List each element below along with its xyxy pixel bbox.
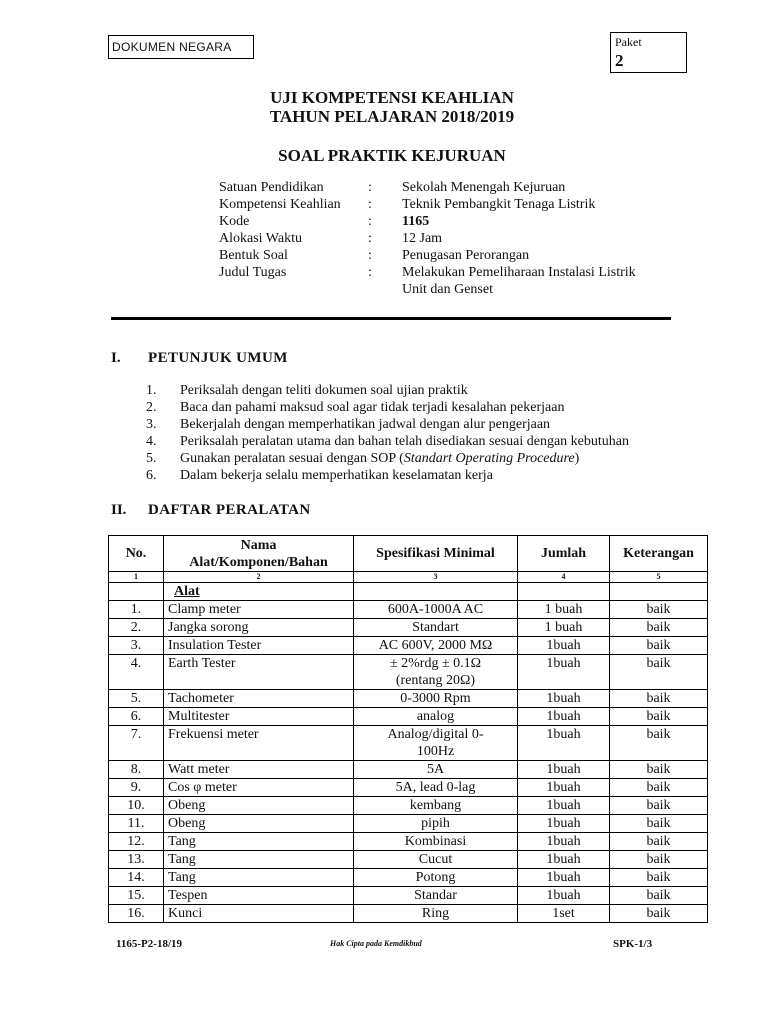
info-colon: : [368, 248, 372, 263]
cell-spesifikasi-line1: Ring [421, 906, 450, 921]
cell-spesifikasi [354, 726, 518, 761]
info-key: Bentuk Soal [219, 248, 288, 263]
section-number: II. [111, 502, 127, 518]
cell-spesifikasi [354, 833, 518, 851]
table-row [109, 601, 708, 619]
table-row [109, 779, 708, 797]
cell-no: 11. [109, 815, 164, 833]
header-nama-line2: Alat/Komponen/Bahan [189, 554, 328, 570]
table-row [109, 637, 708, 655]
title-line-3: SOAL PRAKTIK KEJURUAN [278, 146, 506, 165]
cell-jumlah: 1buah [518, 869, 610, 887]
column-index: 3 [354, 572, 518, 583]
footer-code: 1165-P2-18/19 [116, 938, 182, 950]
cell-no: 5. [109, 690, 164, 708]
info-value: Melakukan Pemeliharaan Instalasi Listrik [402, 265, 636, 280]
info-colon: : [368, 214, 372, 229]
table-row [109, 708, 708, 726]
section-title: DAFTAR PERALATAN [148, 502, 311, 518]
cell-nama: Multitester [164, 708, 354, 726]
cell-nama: Jangka sorong [164, 619, 354, 637]
list-item-text-main: Baca dan pahami maksud soal agar tidak terjadi kesalahan pekerjaan [180, 400, 565, 415]
cell-spesifikasi-line1: 600A-1000A AC [387, 602, 484, 617]
table-row [109, 761, 708, 779]
cell-nama: Tachometer [164, 690, 354, 708]
cell-spesifikasi [354, 601, 518, 619]
cell-nama: Watt meter [164, 761, 354, 779]
cell-keterangan: baik [610, 851, 708, 869]
document-classification-label: DOKUMEN NEGARA [108, 35, 254, 59]
cell-no: 9. [109, 779, 164, 797]
table-row [109, 833, 708, 851]
equipment-table [108, 535, 708, 923]
cell-spesifikasi-line1: Kombinasi [404, 834, 467, 849]
info-value: 1165 [402, 214, 430, 229]
cell-jumlah: 1buah [518, 851, 610, 869]
paket-box [610, 32, 687, 73]
cell-keterangan: baik [610, 601, 708, 619]
cell-jumlah: 1buah [518, 761, 610, 779]
table-row [109, 619, 708, 637]
header-spesifikasi: Spesifikasi Minimal [354, 536, 518, 572]
list-item-number: 3. [146, 417, 157, 432]
cell-nama: Tang [164, 833, 354, 851]
cell-jumlah: 1buah [518, 655, 610, 690]
cell-no: 3. [109, 637, 164, 655]
column-index: 2 [164, 572, 354, 583]
table-header-row [109, 536, 708, 572]
cell-spesifikasi-line1: pipih [421, 816, 450, 831]
cell-jumlah: 1buah [518, 815, 610, 833]
cell-jumlah: 1buah [518, 887, 610, 905]
list-item-number: 4. [146, 434, 157, 449]
group-label: Alat [164, 583, 354, 601]
cell-spesifikasi [354, 761, 518, 779]
header-nama [164, 536, 354, 572]
cell-no: 12. [109, 833, 164, 851]
cell-no: 8. [109, 761, 164, 779]
cell-jumlah: 1 buah [518, 619, 610, 637]
cell-no: 13. [109, 851, 164, 869]
list-item-text-main: Periksalah peralatan utama dan bahan telah disediakan sesuai dengan kebutuhan [180, 434, 629, 449]
table-row [109, 655, 708, 690]
cell-spesifikasi-line2: 100Hz [416, 744, 455, 759]
list-item-text [180, 417, 550, 433]
cell-spesifikasi-line1: 5A [426, 762, 445, 777]
cell-jumlah: 1buah [518, 779, 610, 797]
cell-nama: Tespen [164, 887, 354, 905]
cell-spesifikasi [354, 619, 518, 637]
list-item-text-end: ) [574, 451, 580, 466]
info-colon: : [368, 231, 372, 246]
table-row [109, 905, 708, 923]
cell-spesifikasi [354, 851, 518, 869]
group-cell-empty [354, 583, 518, 601]
cell-nama: Tang [164, 851, 354, 869]
list-item-number: 6. [146, 468, 157, 483]
list-item-text [180, 468, 493, 484]
header-nama-line1: Nama [240, 537, 277, 553]
column-index: 1 [109, 572, 164, 583]
group-cell-empty [109, 583, 164, 601]
info-value: Sekolah Menengah Kejuruan [402, 180, 566, 195]
cell-nama: Insulation Tester [164, 637, 354, 655]
paket-number: 2 [615, 51, 624, 70]
cell-no: 1. [109, 601, 164, 619]
cell-spesifikasi-line2: (rentang 20Ω) [395, 673, 476, 688]
table-row [109, 797, 708, 815]
title-line-2: TAHUN PELAJARAN 2018/2019 [269, 107, 515, 126]
list-item-text-italic: Standart Operating Procedure [403, 451, 575, 466]
horizontal-rule [111, 317, 671, 320]
cell-keterangan: baik [610, 869, 708, 887]
cell-spesifikasi-line1: Standart [412, 620, 459, 635]
cell-spesifikasi-line1: ± 2%rdg ± 0.1Ω [389, 656, 482, 671]
cell-spesifikasi-line1: analog [416, 709, 455, 724]
cell-no: 14. [109, 869, 164, 887]
table-row [109, 851, 708, 869]
cell-nama: Tang [164, 869, 354, 887]
cell-no: 4. [109, 655, 164, 690]
cell-nama: Frekuensi meter [164, 726, 354, 761]
cell-spesifikasi-line1: Standar [414, 888, 457, 903]
group-cell-empty [610, 583, 708, 601]
cell-spesifikasi [354, 655, 518, 690]
cell-keterangan: baik [610, 637, 708, 655]
info-key: Kompetensi Keahlian [219, 197, 341, 212]
cell-spesifikasi-line1: 0-3000 Rpm [400, 691, 471, 706]
cell-jumlah: 1buah [518, 637, 610, 655]
list-item-text-main: Periksalah dengan teliti dokumen soal ujian praktik [180, 383, 468, 398]
cell-spesifikasi-line1: 5A, lead 0-lag [395, 780, 476, 795]
cell-keterangan: baik [610, 655, 708, 690]
table-row [109, 869, 708, 887]
cell-jumlah: 1buah [518, 690, 610, 708]
title-line-1: UJI KOMPETENSI KEAHLIAN [270, 88, 514, 107]
table-row [109, 690, 708, 708]
list-item-number: 1. [146, 383, 157, 398]
info-key: Satuan Pendidikan [219, 180, 324, 195]
table-row [109, 815, 708, 833]
list-item-number: 2. [146, 400, 157, 415]
column-index: 5 [610, 572, 708, 583]
info-value-continued: Unit dan Genset [402, 282, 493, 297]
info-value: 12 Jam [402, 231, 443, 246]
cell-spesifikasi [354, 815, 518, 833]
header-no: No. [109, 536, 164, 572]
cell-spesifikasi [354, 708, 518, 726]
list-item-text-main: Gunakan peralatan sesuai dengan SOP ( [180, 451, 404, 466]
cell-keterangan: baik [610, 815, 708, 833]
cell-keterangan: baik [610, 708, 708, 726]
cell-spesifikasi-line1: Potong [415, 870, 456, 885]
cell-jumlah: 1buah [518, 797, 610, 815]
cell-spesifikasi-line1: kembang [409, 798, 462, 813]
info-key: Judul Tugas [219, 265, 287, 280]
list-item-text [180, 451, 579, 467]
info-value: Penugasan Perorangan [402, 248, 530, 263]
cell-keterangan: baik [610, 619, 708, 637]
cell-spesifikasi [354, 905, 518, 923]
list-item-text-main: Dalam bekerja selalu memperhatikan keselamatan kerja [180, 468, 493, 483]
list-item-number: 5. [146, 451, 157, 466]
list-item-text-main: Bekerjalah dengan memperhatikan jadwal dengan alur pengerjaan [180, 417, 551, 432]
info-key: Alokasi Waktu [219, 231, 302, 246]
list-item-text [180, 434, 629, 450]
header-jumlah: Jumlah [518, 536, 610, 572]
cell-spesifikasi [354, 797, 518, 815]
cell-spesifikasi [354, 869, 518, 887]
cell-jumlah: 1buah [518, 708, 610, 726]
header-keterangan: Keterangan [610, 536, 708, 572]
group-row [109, 583, 708, 601]
cell-no: 15. [109, 887, 164, 905]
cell-keterangan: baik [610, 779, 708, 797]
cell-nama: Clamp meter [164, 601, 354, 619]
cell-no: 10. [109, 797, 164, 815]
cell-no: 2. [109, 619, 164, 637]
cell-keterangan: baik [610, 726, 708, 761]
info-value: Teknik Pembangkit Tenaga Listrik [402, 197, 596, 212]
cell-nama: Obeng [164, 797, 354, 815]
cell-keterangan: baik [610, 761, 708, 779]
cell-keterangan: baik [610, 905, 708, 923]
table-row [109, 887, 708, 905]
section-number: I. [111, 350, 121, 366]
cell-spesifikasi [354, 690, 518, 708]
list-item-text [180, 383, 468, 399]
cell-keterangan: baik [610, 797, 708, 815]
cell-no: 6. [109, 708, 164, 726]
cell-nama: Kunci [164, 905, 354, 923]
cell-spesifikasi [354, 779, 518, 797]
cell-no: 7. [109, 726, 164, 761]
info-colon: : [368, 265, 372, 280]
paket-label: Paket [615, 35, 642, 49]
cell-jumlah: 1 buah [518, 601, 610, 619]
cell-spesifikasi [354, 637, 518, 655]
list-item-text [180, 400, 564, 416]
cell-nama: Obeng [164, 815, 354, 833]
cell-spesifikasi [354, 887, 518, 905]
cell-nama: Cos φ meter [164, 779, 354, 797]
cell-spesifikasi-line1: Cucut [418, 852, 453, 867]
cell-keterangan: baik [610, 887, 708, 905]
cell-spesifikasi-line1: AC 600V, 2000 MΩ [378, 638, 493, 653]
footer-page: SPK-1/3 [613, 938, 653, 950]
table-row [109, 726, 708, 761]
info-key: Kode [219, 214, 250, 229]
cell-jumlah: 1buah [518, 726, 610, 761]
cell-nama: Earth Tester [164, 655, 354, 690]
cell-jumlah: 1set [518, 905, 610, 923]
info-colon: : [368, 197, 372, 212]
cell-keterangan: baik [610, 690, 708, 708]
cell-no: 16. [109, 905, 164, 923]
cell-jumlah: 1buah [518, 833, 610, 851]
cell-keterangan: baik [610, 833, 708, 851]
cell-spesifikasi-line1: Analog/digital 0- [387, 727, 484, 742]
column-index: 4 [518, 572, 610, 583]
info-colon: : [368, 180, 372, 195]
column-index-row [109, 572, 708, 583]
footer-copyright: Hak Cipta pada Kemdikbud [330, 939, 422, 948]
section-title: PETUNJUK UMUM [148, 350, 288, 366]
group-cell-empty [518, 583, 610, 601]
